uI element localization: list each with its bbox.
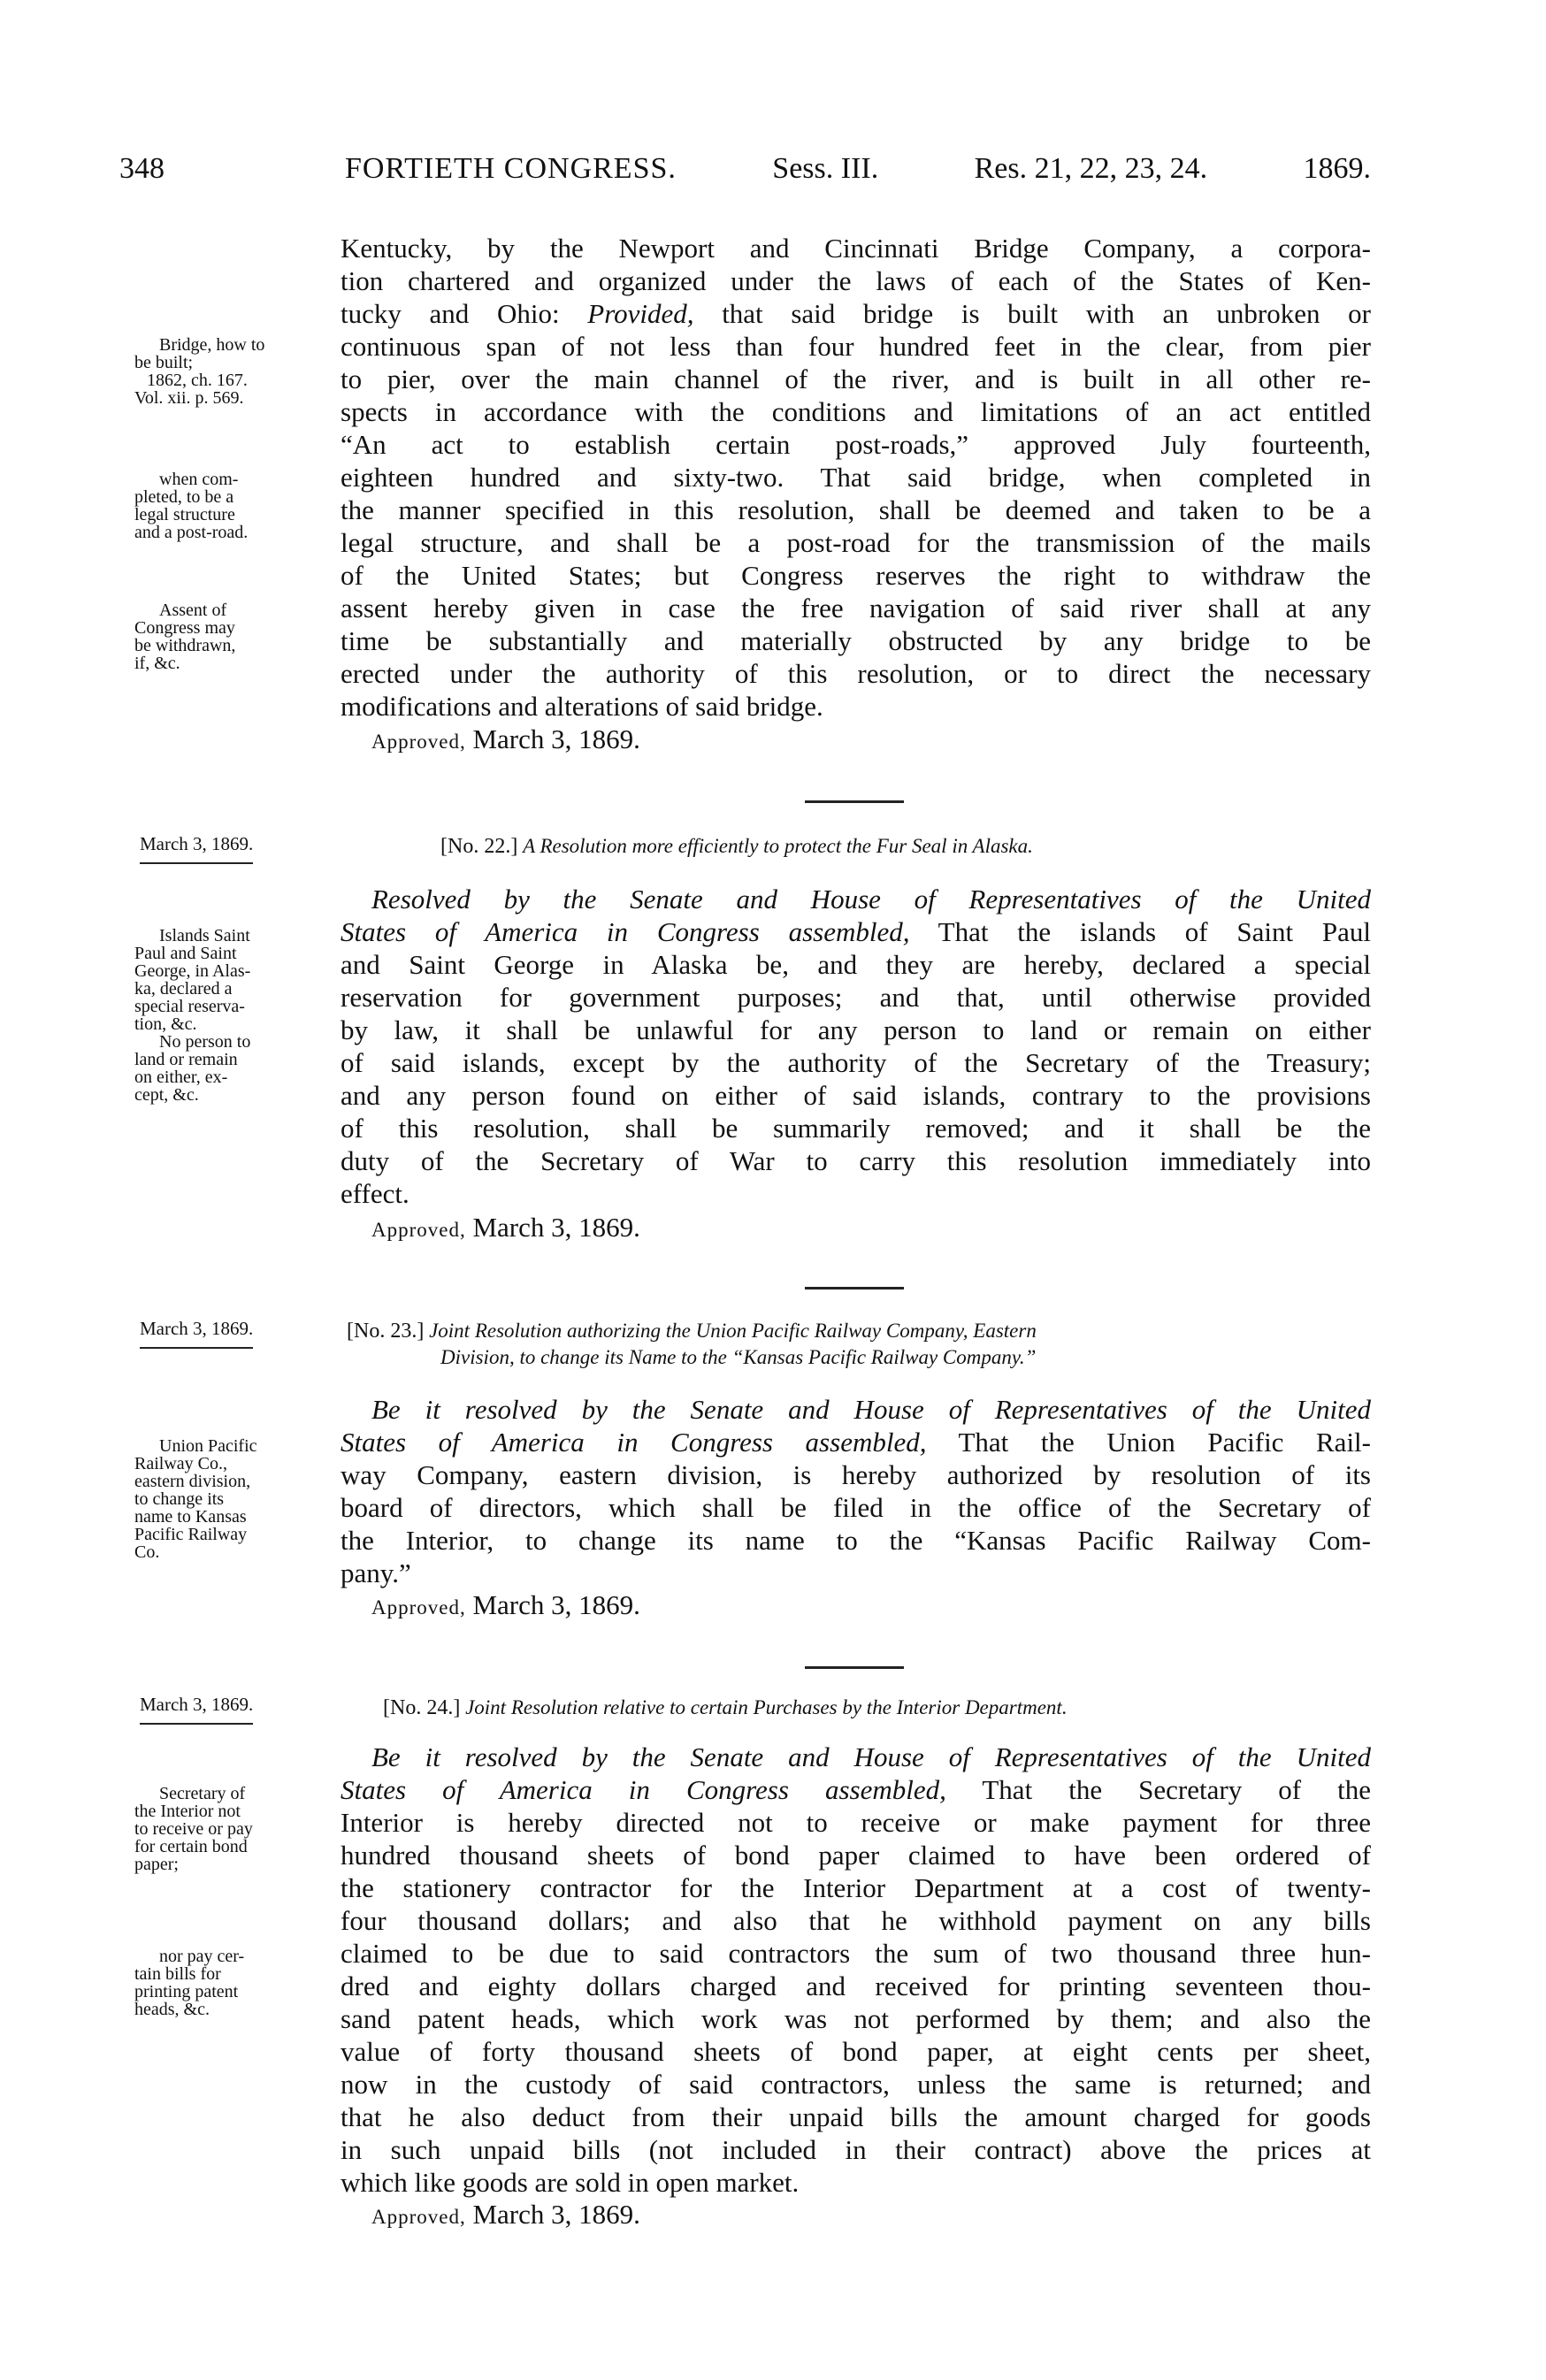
running-header bbox=[345, 152, 1371, 186]
resolutions-label: Res. 21, 22, 23, 24. bbox=[974, 152, 1208, 185]
body-line: board of directors, which shall be filed in the office of the Secretary of bbox=[341, 1492, 1371, 1523]
body-line: the stationery contractor for the Interior Department at a cost of twenty- bbox=[341, 1872, 1371, 1903]
body-line: continuous span of not less than four hundred feet in the clear, from pier bbox=[341, 331, 1371, 362]
body-line: Kentucky, by the Newport and Cincinnati Bridge Company, a corpora- bbox=[341, 233, 1371, 264]
body-line: erected under the authority of this resolution, or to direct the necessary bbox=[341, 658, 1371, 689]
body-line: States of America in Congress assembled, That the islands of Saint Paul bbox=[341, 916, 1371, 947]
body-line: modifications and alterations of said bridge. bbox=[341, 691, 823, 722]
resolution-title: Joint Resolution relative to certain Purchases by the Interior Department. bbox=[465, 1696, 1068, 1718]
body-line: the manner specified in this resolution, shall be deemed and taken to be a bbox=[341, 494, 1371, 525]
page-number: 348 bbox=[119, 152, 165, 185]
body-line: assent hereby given in case the free navigation of said river shall at any bbox=[341, 593, 1371, 624]
resolution-title-continued: Division, to change its Name to the “Kansas Pacific Railway Company.” bbox=[440, 1346, 1037, 1368]
section-divider bbox=[805, 1666, 904, 1669]
margin-note-completed: when com- pleted, to be a legal structure and a post-road. bbox=[134, 470, 249, 542]
resolution-heading bbox=[440, 835, 1033, 859]
resolution-title: A Resolution more efficiently to protect the Fur Seal in Alaska. bbox=[523, 835, 1033, 857]
body-line: reservation for government purposes; and that, until otherwise provided bbox=[341, 982, 1371, 1013]
margin-note-union-pacific: Union Pacific Railway Co., eastern division, to change its name to Kansas Pacific Railway Co. bbox=[134, 1436, 257, 1562]
body-line: sand patent heads, which work was not performed by them; and also the bbox=[341, 2003, 1371, 2034]
approved-line: Approved, March 3, 1869. bbox=[371, 723, 640, 754]
body-line: that he also deduct from their unpaid bills the amount charged for goods bbox=[341, 2101, 1371, 2132]
provided-italic: Provided, bbox=[587, 298, 694, 329]
enacting-clause: Resolved by the Senate and House of Representatives of the United bbox=[371, 884, 1371, 915]
body-line: of the United States; but Congress reserves the right to withdraw the bbox=[341, 560, 1371, 591]
body-line: pany.” bbox=[341, 1557, 411, 1588]
side-date: March 3, 1869. bbox=[140, 1318, 253, 1349]
approved-line: Approved, March 3, 1869. bbox=[371, 2199, 640, 2230]
margin-note-assent: Assent of Congress may be withdrawn, if, &c. bbox=[134, 601, 236, 673]
body-line: which like goods are sold in open market. bbox=[341, 2167, 800, 2198]
body-line: “An act to establish certain post-roads,” approved July fourteenth, bbox=[341, 429, 1371, 460]
body-line: hundred thousand sheets of bond paper claimed to have been ordered of bbox=[341, 1840, 1371, 1871]
resolution-heading bbox=[347, 1320, 1037, 1343]
body-line: in such unpaid bills (not included in their contract) above the prices at bbox=[341, 2134, 1371, 2165]
resolution-heading bbox=[383, 1696, 1068, 1720]
side-date: March 3, 1869. bbox=[140, 833, 253, 864]
body-line: now in the custody of said contractors, unless the same is returned; and bbox=[341, 2069, 1371, 2100]
approved-line: Approved, March 3, 1869. bbox=[371, 1212, 640, 1243]
section-divider bbox=[805, 1287, 904, 1289]
margin-note-bridge: Bridge, how to be built; 1862, ch. 167. Vol. xii. p. 569. bbox=[134, 335, 265, 408]
body-line: way Company, eastern division, is hereby authorized by resolution of its bbox=[341, 1459, 1371, 1490]
body-line: the Interior, to change its name to the “Kansas Pacific Railway Com- bbox=[341, 1525, 1371, 1556]
body-line: by law, it shall be unlawful for any person to land or remain on either bbox=[341, 1014, 1371, 1045]
body-line: States of America in Congress assembled, That the Secretary of the bbox=[341, 1774, 1371, 1805]
enacting-clause: Be it resolved by the Senate and House of Representatives of the United bbox=[371, 1741, 1371, 1772]
body-line: legal structure, and shall be a post-road for the transmission of the mails bbox=[341, 527, 1371, 558]
resolution-number: [No. 22.] bbox=[440, 835, 518, 858]
body-line: value of forty thousand sheets of bond paper, at eight cents per sheet, bbox=[341, 2036, 1371, 2067]
body-line: of this resolution, shall be summarily removed; and it shall be the bbox=[341, 1113, 1371, 1144]
body-line: dred and eighty dollars charged and received for printing seventeen thou- bbox=[341, 1971, 1371, 2001]
margin-note-secretary: Secretary of the Interior not to receive or pay for certain bond paper; bbox=[134, 1784, 253, 1874]
body-line: effect. bbox=[341, 1178, 409, 1209]
body-line: tion chartered and organized under the laws of each of the States of Ken- bbox=[341, 265, 1371, 296]
body-line: duty of the Secretary of War to carry this resolution immediately into bbox=[341, 1145, 1371, 1176]
enacting-clause: Be it resolved by the Senate and House of Representatives of the United bbox=[371, 1394, 1371, 1425]
body-line: to pier, over the main channel of the river, and is built in all other re- bbox=[341, 364, 1371, 394]
body-line: and Saint George in Alaska be, and they are hereby, declared a special bbox=[341, 949, 1371, 980]
resolution-number: [No. 24.] bbox=[383, 1696, 461, 1719]
session-label: Sess. III. bbox=[772, 152, 879, 185]
body-line: tucky and Ohio: Provided, that said bridge is built with an unbroken or bbox=[341, 298, 1371, 329]
margin-note-nor-pay: nor pay cer- tain bills for printing patent heads, &c. bbox=[134, 1947, 245, 2019]
body-line: Interior is hereby directed not to receive or make payment for three bbox=[341, 1807, 1371, 1838]
body-line: spects in accordance with the conditions and limitations of an act entitled bbox=[341, 396, 1371, 427]
body-line: States of America in Congress assembled, That the Union Pacific Rail- bbox=[341, 1427, 1371, 1458]
approved-line: Approved, March 3, 1869. bbox=[371, 1589, 640, 1620]
body-line: of said islands, except by the authority of the Secretary of the Treasury; bbox=[341, 1047, 1371, 1078]
side-date: March 3, 1869. bbox=[140, 1694, 253, 1725]
body-line: eighteen hundred and sixty-two. That said bridge, when completed in bbox=[341, 462, 1371, 493]
body-line: and any person found on either of said islands, contrary to the provisions bbox=[341, 1080, 1371, 1111]
year-label: 1869. bbox=[1303, 152, 1371, 185]
section-divider bbox=[805, 800, 904, 803]
resolution-number: [No. 23.] bbox=[347, 1320, 425, 1343]
body-line: claimed to be due to said contractors the sum of two thousand three hun- bbox=[341, 1938, 1371, 1969]
margin-note-islands: Islands Saint Paul and Saint George, in Alas- ka, declared a special reserva- tion, &c. bbox=[134, 926, 251, 1034]
body-line: time be substantially and materially obstructed by any bridge to be bbox=[341, 625, 1371, 656]
margin-note-no-person: No person to land or remain on either, ex- cept, &c. bbox=[134, 1032, 251, 1105]
body-line: four thousand dollars; and also that he withhold payment on any bills bbox=[341, 1905, 1371, 1936]
congress-title: FORTIETH CONGRESS. bbox=[345, 152, 677, 185]
resolution-title: Joint Resolution authorizing the Union Pacific Railway Company, Eastern bbox=[429, 1320, 1037, 1342]
